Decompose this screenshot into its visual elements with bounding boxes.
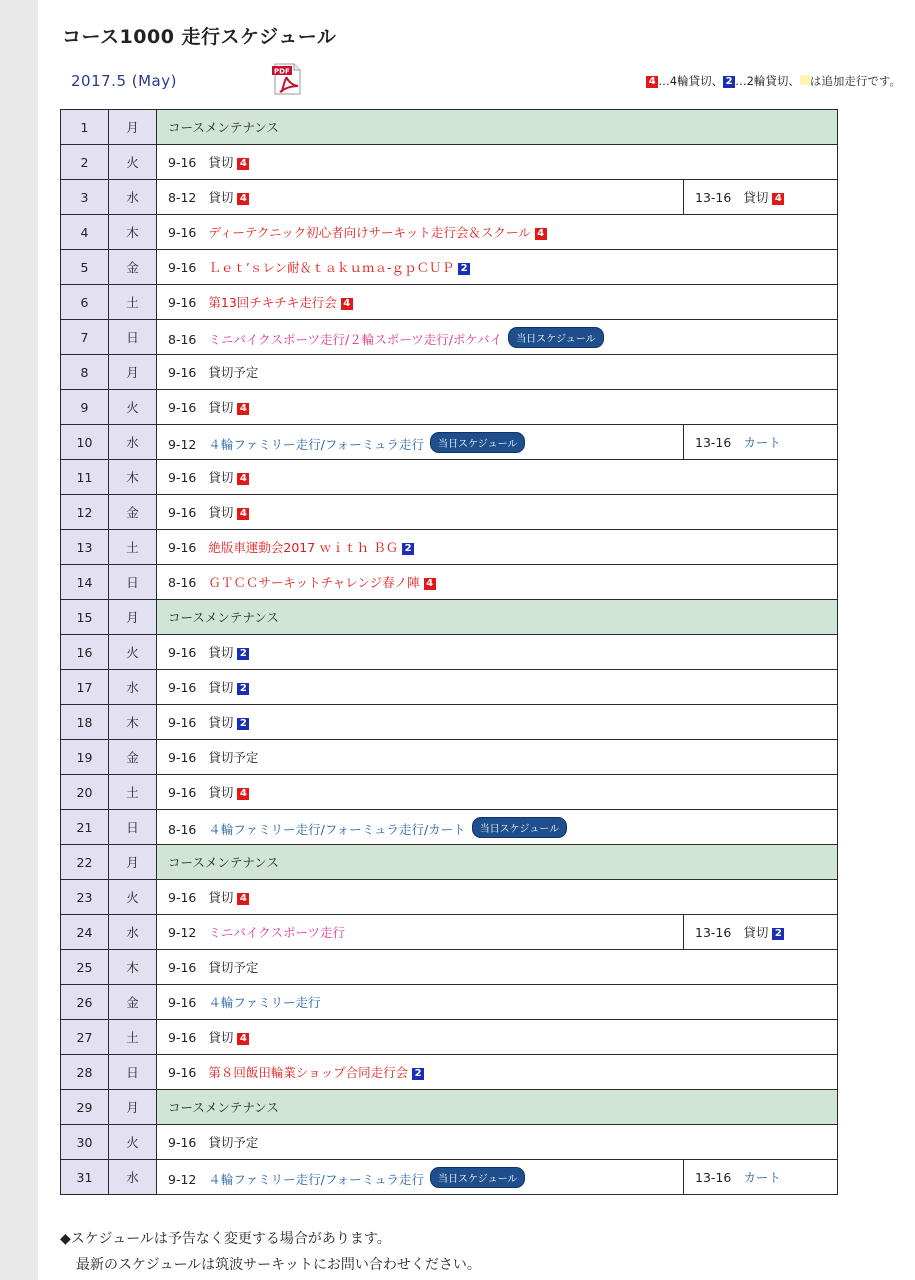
note-line-1: ◆スケジュールは予告なく変更する場合があります。	[60, 1231, 391, 1247]
time-label: 9-16	[168, 295, 197, 310]
event-cell	[157, 740, 838, 775]
day-cell: 9	[61, 390, 109, 425]
day-cell: 16	[61, 635, 109, 670]
svg-text:PDF: PDF	[274, 67, 290, 76]
two-wheel-badge-icon: 2	[402, 543, 414, 555]
event-cell	[157, 670, 838, 705]
day-cell: 12	[61, 495, 109, 530]
table-row	[61, 705, 838, 740]
table-row	[61, 1125, 838, 1160]
event-text: ミニバイクスポーツ走行/２輪スポーツ走行/ポケバイ	[208, 331, 503, 347]
event-cell	[157, 1020, 838, 1055]
table-row	[61, 740, 838, 775]
time-label: 9-16	[168, 260, 197, 275]
time-label: 9-16	[168, 995, 197, 1010]
event-cell	[157, 775, 838, 810]
event-cell	[157, 635, 838, 670]
event-text: ＧＴＣＣサーキットチャレンジ春ノ陣	[208, 575, 420, 590]
event-text: 貸切	[208, 645, 234, 660]
two-wheel-badge-icon: 2	[237, 648, 249, 660]
event-cell	[157, 390, 838, 425]
day-cell: 19	[61, 740, 109, 775]
table-row	[61, 530, 838, 565]
four-wheel-badge-icon: 4	[237, 893, 249, 905]
two-wheel-badge-icon: 2	[237, 718, 249, 730]
weekday-cell: 日	[109, 320, 157, 355]
weekday-cell: 月	[109, 110, 157, 145]
four-wheel-badge-icon: 4	[646, 76, 658, 88]
maintenance-cell: コースメンテナンス	[157, 110, 838, 145]
time-label: 9-12	[168, 925, 197, 940]
today-schedule-button[interactable]: 当日スケジュール	[430, 432, 525, 453]
table-row	[61, 950, 838, 985]
event-cell	[157, 985, 838, 1020]
table-row	[61, 1160, 838, 1195]
day-cell: 4	[61, 215, 109, 250]
event-text: 貸切	[208, 680, 234, 695]
time-label: 13-16	[695, 435, 732, 450]
event-cell	[157, 250, 838, 285]
event-text: ディーテクニック初心者向けサーキット走行会＆スクール	[208, 225, 531, 240]
day-cell: 8	[61, 355, 109, 390]
event-text: 貸切	[208, 400, 234, 415]
weekday-cell: 水	[109, 1160, 157, 1195]
two-wheel-badge-icon: 2	[723, 76, 735, 88]
afternoon-cell	[684, 180, 838, 215]
afternoon-cell	[684, 425, 838, 460]
table-row	[61, 1055, 838, 1090]
time-label: 13-16	[695, 1170, 732, 1185]
table-row	[61, 670, 838, 705]
maintenance-cell: コースメンテナンス	[157, 845, 838, 880]
table-row	[61, 110, 838, 145]
day-cell: 1	[61, 110, 109, 145]
table-row	[61, 880, 838, 915]
table-row	[61, 810, 838, 845]
time-label: 9-16	[168, 365, 197, 380]
time-label: 9-16	[168, 645, 197, 660]
time-label: 9-16	[168, 155, 197, 170]
time-label: 9-16	[168, 1135, 197, 1150]
time-label: 9-16	[168, 785, 197, 800]
four-wheel-badge-icon: 4	[237, 508, 249, 520]
weekday-cell: 木	[109, 215, 157, 250]
event-text: 貸切	[743, 925, 769, 940]
maintenance-cell: コースメンテナンス	[157, 1090, 838, 1125]
event-cell	[157, 950, 838, 985]
table-row	[61, 390, 838, 425]
legend	[646, 73, 901, 89]
event-text: 貸切	[208, 890, 234, 905]
time-label: 8-16	[168, 575, 197, 590]
day-cell: 10	[61, 425, 109, 460]
event-text: ４輪ファミリー走行	[208, 995, 321, 1010]
four-wheel-badge-icon: 4	[237, 158, 249, 170]
day-cell: 14	[61, 565, 109, 600]
event-cell	[157, 1125, 838, 1160]
weekday-cell: 木	[109, 705, 157, 740]
month-label: 2017.5 (May)	[71, 72, 177, 90]
day-cell: 27	[61, 1020, 109, 1055]
weekday-cell: 土	[109, 285, 157, 320]
event-cell	[157, 145, 838, 180]
day-cell: 11	[61, 460, 109, 495]
event-text: 第８回飯田輪業ショップ合同走行会	[208, 1065, 409, 1080]
weekday-cell: 木	[109, 460, 157, 495]
day-cell: 2	[61, 145, 109, 180]
day-cell: 15	[61, 600, 109, 635]
schedule-table	[60, 109, 838, 1195]
time-label: 9-16	[168, 1030, 197, 1045]
table-row	[61, 355, 838, 390]
time-label: 9-16	[168, 1065, 197, 1080]
day-cell: 21	[61, 810, 109, 845]
four-wheel-badge-icon: 4	[237, 1033, 249, 1045]
weekday-cell: 金	[109, 495, 157, 530]
event-text: 貸切予定	[208, 365, 259, 380]
weekday-cell: 火	[109, 145, 157, 180]
table-row	[61, 1020, 838, 1055]
maintenance-cell: コースメンテナンス	[157, 600, 838, 635]
weekday-cell: 月	[109, 1090, 157, 1125]
event-text: 貸切予定	[208, 960, 259, 975]
table-row	[61, 215, 838, 250]
weekday-cell: 水	[109, 670, 157, 705]
four-wheel-badge-icon: 4	[237, 788, 249, 800]
time-label: 9-16	[168, 400, 197, 415]
day-cell: 29	[61, 1090, 109, 1125]
event-text: 貸切	[208, 155, 234, 170]
weekday-cell: 火	[109, 635, 157, 670]
event-text: 貸切予定	[208, 750, 259, 765]
two-wheel-badge-icon: 2	[458, 263, 470, 275]
event-cell	[157, 810, 838, 845]
weekday-cell: 火	[109, 1125, 157, 1160]
table-row	[61, 250, 838, 285]
table-row	[61, 320, 838, 355]
event-cell	[157, 565, 838, 600]
event-text: 貸切	[208, 715, 234, 730]
event-text: 絶版車運動会2017 ｗｉｔｈ ＢＧ	[208, 540, 399, 555]
page	[38, 0, 915, 1280]
day-cell: 7	[61, 320, 109, 355]
event-cell	[157, 320, 838, 355]
time-label: 9-12	[168, 436, 197, 452]
event-text: 貸切	[208, 785, 234, 800]
event-cell	[157, 180, 684, 215]
event-text: ミニバイクスポーツ走行	[208, 925, 346, 940]
legend-text-4: …4輪貸切、	[658, 74, 724, 88]
day-cell: 3	[61, 180, 109, 215]
event-text: 貸切	[208, 470, 234, 485]
weekday-cell: 月	[109, 355, 157, 390]
two-wheel-badge-icon: 2	[772, 928, 784, 940]
event-cell	[157, 1160, 684, 1195]
event-text: 貸切	[208, 505, 234, 520]
weekday-cell: 月	[109, 845, 157, 880]
table-row	[61, 495, 838, 530]
event-cell	[157, 355, 838, 390]
weekday-cell: 日	[109, 1055, 157, 1090]
event-text: カート	[743, 435, 781, 450]
time-label: 9-16	[168, 505, 197, 520]
day-cell: 26	[61, 985, 109, 1020]
event-text: カート	[743, 1170, 781, 1185]
two-wheel-badge-icon: 2	[237, 683, 249, 695]
table-row	[61, 180, 838, 215]
day-cell: 23	[61, 880, 109, 915]
time-label: 9-16	[168, 715, 197, 730]
afternoon-cell	[684, 1160, 838, 1195]
event-cell	[157, 880, 838, 915]
table-row	[61, 1090, 838, 1125]
event-text: ４輪ファミリー走行/フォーミュラ走行/カート	[208, 821, 466, 837]
event-text: 貸切	[208, 1030, 234, 1045]
four-wheel-badge-icon: 4	[341, 298, 353, 310]
event-text: ４輪ファミリー走行/フォーミュラ走行	[208, 436, 424, 452]
event-text: 第13回チキチキ走行会	[208, 295, 337, 310]
time-label: 9-16	[168, 890, 197, 905]
weekday-cell: 木	[109, 950, 157, 985]
time-label: 9-16	[168, 750, 197, 765]
day-cell: 24	[61, 915, 109, 950]
four-wheel-badge-icon: 4	[237, 403, 249, 415]
event-cell	[157, 215, 838, 250]
event-cell	[157, 1055, 838, 1090]
weekday-cell: 日	[109, 810, 157, 845]
day-cell: 25	[61, 950, 109, 985]
time-label: 9-16	[168, 470, 197, 485]
time-label: 9-16	[168, 680, 197, 695]
extra-run-swatch-icon	[800, 75, 810, 85]
four-wheel-badge-icon: 4	[772, 193, 784, 205]
four-wheel-badge-icon: 4	[535, 228, 547, 240]
pdf-icon[interactable]	[270, 62, 304, 96]
weekday-cell: 火	[109, 390, 157, 425]
legend-text-extra: は追加走行です。	[809, 74, 901, 88]
four-wheel-badge-icon: 4	[237, 473, 249, 485]
weekday-cell: 月	[109, 600, 157, 635]
event-cell	[157, 285, 838, 320]
weekday-cell: 金	[109, 250, 157, 285]
time-label: 9-16	[168, 960, 197, 975]
event-text: 貸切	[208, 190, 234, 205]
event-cell	[157, 705, 838, 740]
table-row	[61, 985, 838, 1020]
table-row	[61, 460, 838, 495]
event-cell	[157, 460, 838, 495]
weekday-cell: 日	[109, 565, 157, 600]
day-cell: 17	[61, 670, 109, 705]
day-cell: 30	[61, 1125, 109, 1160]
table-row	[61, 635, 838, 670]
weekday-cell: 火	[109, 880, 157, 915]
day-cell: 31	[61, 1160, 109, 1195]
time-label: 9-12	[168, 1171, 197, 1187]
day-cell: 6	[61, 285, 109, 320]
weekday-cell: 金	[109, 985, 157, 1020]
today-schedule-button[interactable]: 当日スケジュール	[430, 1167, 525, 1188]
table-row	[61, 775, 838, 810]
time-label: 8-16	[168, 331, 197, 347]
four-wheel-badge-icon: 4	[237, 193, 249, 205]
page-title: コース1000 走行スケジュール	[62, 26, 337, 48]
day-cell: 18	[61, 705, 109, 740]
weekday-cell: 土	[109, 530, 157, 565]
table-row	[61, 915, 838, 950]
weekday-cell: 水	[109, 180, 157, 215]
day-cell: 5	[61, 250, 109, 285]
event-text: 貸切予定	[208, 1135, 259, 1150]
weekday-cell: 水	[109, 425, 157, 460]
table-row	[61, 145, 838, 180]
two-wheel-badge-icon: 2	[412, 1068, 424, 1080]
today-schedule-button[interactable]: 当日スケジュール	[508, 327, 603, 348]
time-label: 13-16	[695, 925, 732, 940]
event-text: 貸切	[743, 190, 769, 205]
table-row	[61, 425, 838, 460]
time-label: 13-16	[695, 190, 732, 205]
time-label: 9-16	[168, 540, 197, 555]
table-row	[61, 565, 838, 600]
event-cell	[157, 915, 684, 950]
note-line-2: 最新のスケジュールは筑波サーキットにお問い合わせください。	[76, 1257, 481, 1273]
time-label: 8-12	[168, 190, 197, 205]
table-row	[61, 285, 838, 320]
event-text: Ｌｅｔ’ｓレン耐＆ｔａｋｕｍａ-ｇｐＣＵＰ	[208, 260, 455, 275]
weekday-cell: 金	[109, 740, 157, 775]
legend-text-2: …2輪貸切、	[735, 74, 800, 88]
four-wheel-badge-icon: 4	[424, 578, 436, 590]
afternoon-cell	[684, 915, 838, 950]
event-cell	[157, 530, 838, 565]
event-cell	[157, 425, 684, 460]
table-row	[61, 845, 838, 880]
day-cell: 22	[61, 845, 109, 880]
weekday-cell: 土	[109, 1020, 157, 1055]
time-label: 8-16	[168, 821, 197, 837]
day-cell: 13	[61, 530, 109, 565]
time-label: 9-16	[168, 225, 197, 240]
today-schedule-button[interactable]: 当日スケジュール	[472, 817, 567, 838]
day-cell: 28	[61, 1055, 109, 1090]
weekday-cell: 水	[109, 915, 157, 950]
weekday-cell: 土	[109, 775, 157, 810]
event-text: ４輪ファミリー走行/フォーミュラ走行	[208, 1171, 424, 1187]
event-cell	[157, 495, 838, 530]
day-cell: 20	[61, 775, 109, 810]
table-row	[61, 600, 838, 635]
